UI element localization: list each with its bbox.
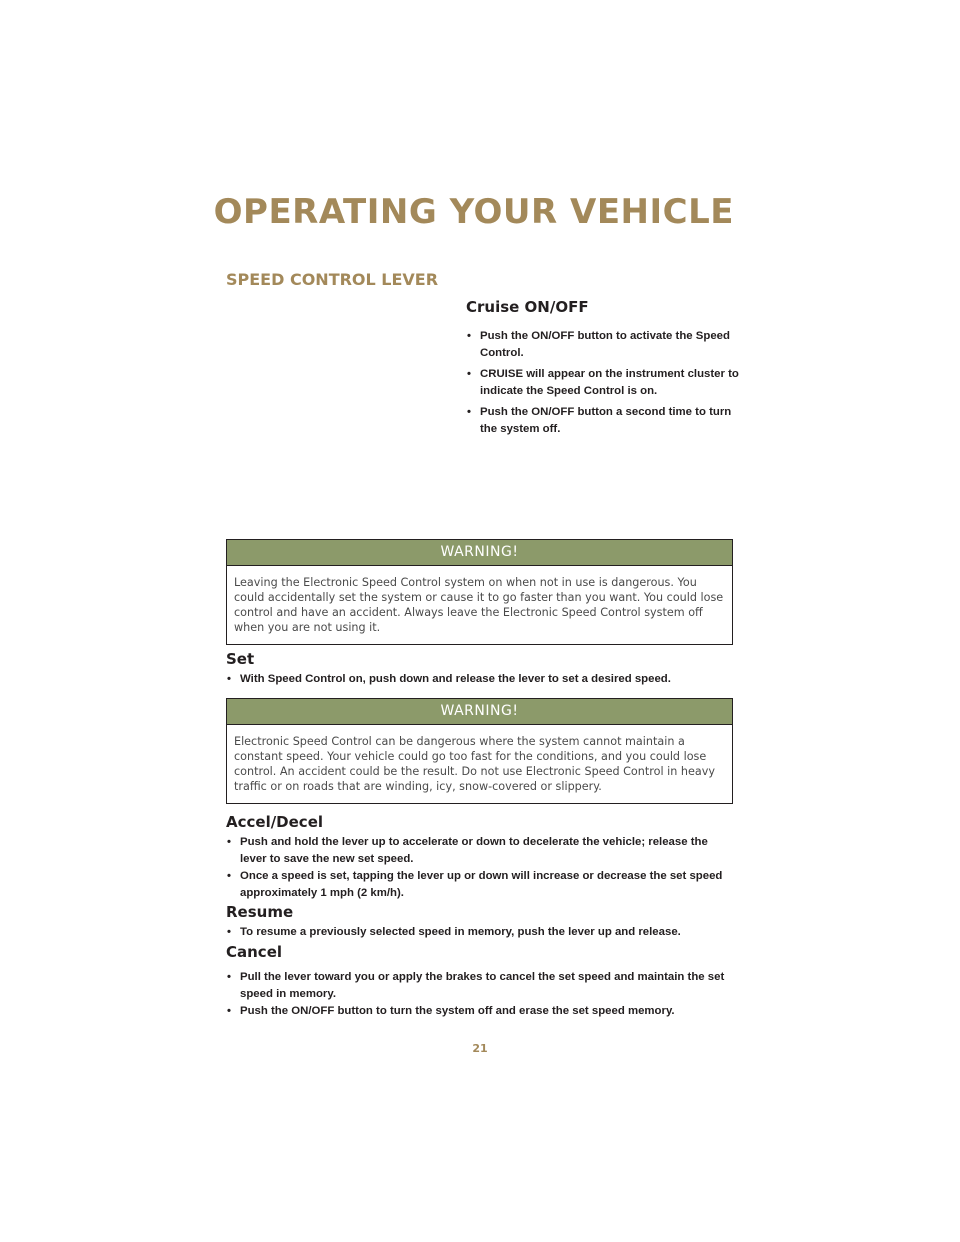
warning-heading: WARNING! [227,540,732,566]
warning-box-constant-speed [226,698,733,804]
cancel-heading: Cancel [226,943,283,961]
set-section [226,650,736,689]
list-item: • With Speed Control on, push down and release the lever to set a desired speed. [226,671,736,688]
warning-text: Electronic Speed Control can be dangerous where the system cannot maintain a constant speed. Your vehicle could go too fast for the conditions, and you could lose control. An accident could be the result. Do not use Electronic Speed Control in heavy traffic or on roads that are winding, icy, snow-covered or slippery. [234,735,715,793]
list-item: • Push the ON/OFF button to activate the Speed Control. [466,328,742,361]
cancel-bullet-list [226,969,736,1020]
page-number: 21 [472,1042,488,1055]
list-item: • To resume a previously selected speed in memory, push the lever up and release. [226,924,736,941]
cancel-section [226,943,736,1021]
accel-decel-heading: Accel/Decel [226,813,324,831]
resume-section [226,903,736,942]
resume-bullet-list [226,924,736,941]
resume-heading: Resume [226,903,294,921]
list-item: • Push the ON/OFF button to turn the system off and erase the set speed memory. [226,1003,736,1020]
cruise-heading: Cruise ON/OFF [466,298,589,316]
list-item: • Push the ON/OFF button a second time to turn the system off. [466,404,742,437]
accel-decel-section [226,813,736,902]
chapter-title: OPERATING YOUR VEHICLE [213,192,734,232]
warning-heading: WARNING! [227,699,732,725]
accel-decel-bullet-list [226,834,736,901]
warning-box-speed-control-off [226,539,733,645]
warning-text: Leaving the Electronic Speed Control system on when not in use is dangerous. You could accidentally set the system or cause it to go faster than you want. You could lose control and have an accident. Always leave the Electronic Speed Control system off when you are not using it. [234,576,724,634]
list-item: • CRUISE will appear on the instrument cluster to indicate the Speed Control is on. [466,366,742,399]
set-heading: Set [226,650,255,668]
set-bullet-list [226,671,736,688]
cruise-bullet-list [466,328,742,437]
list-item: • Once a speed is set, tapping the lever up or down will increase or decrease the set speed approximately 1 mph (2 km/h). [226,868,736,901]
cruise-on-off-section [466,298,742,442]
list-item: • Pull the lever toward you or apply the brakes to cancel the set speed and maintain the set speed in memory. [226,969,736,1002]
section-title: SPEED CONTROL LEVER [226,270,439,289]
list-item: • Push and hold the lever up to accelerate or down to decelerate the vehicle; release the lever to save the new set speed. [226,834,736,867]
